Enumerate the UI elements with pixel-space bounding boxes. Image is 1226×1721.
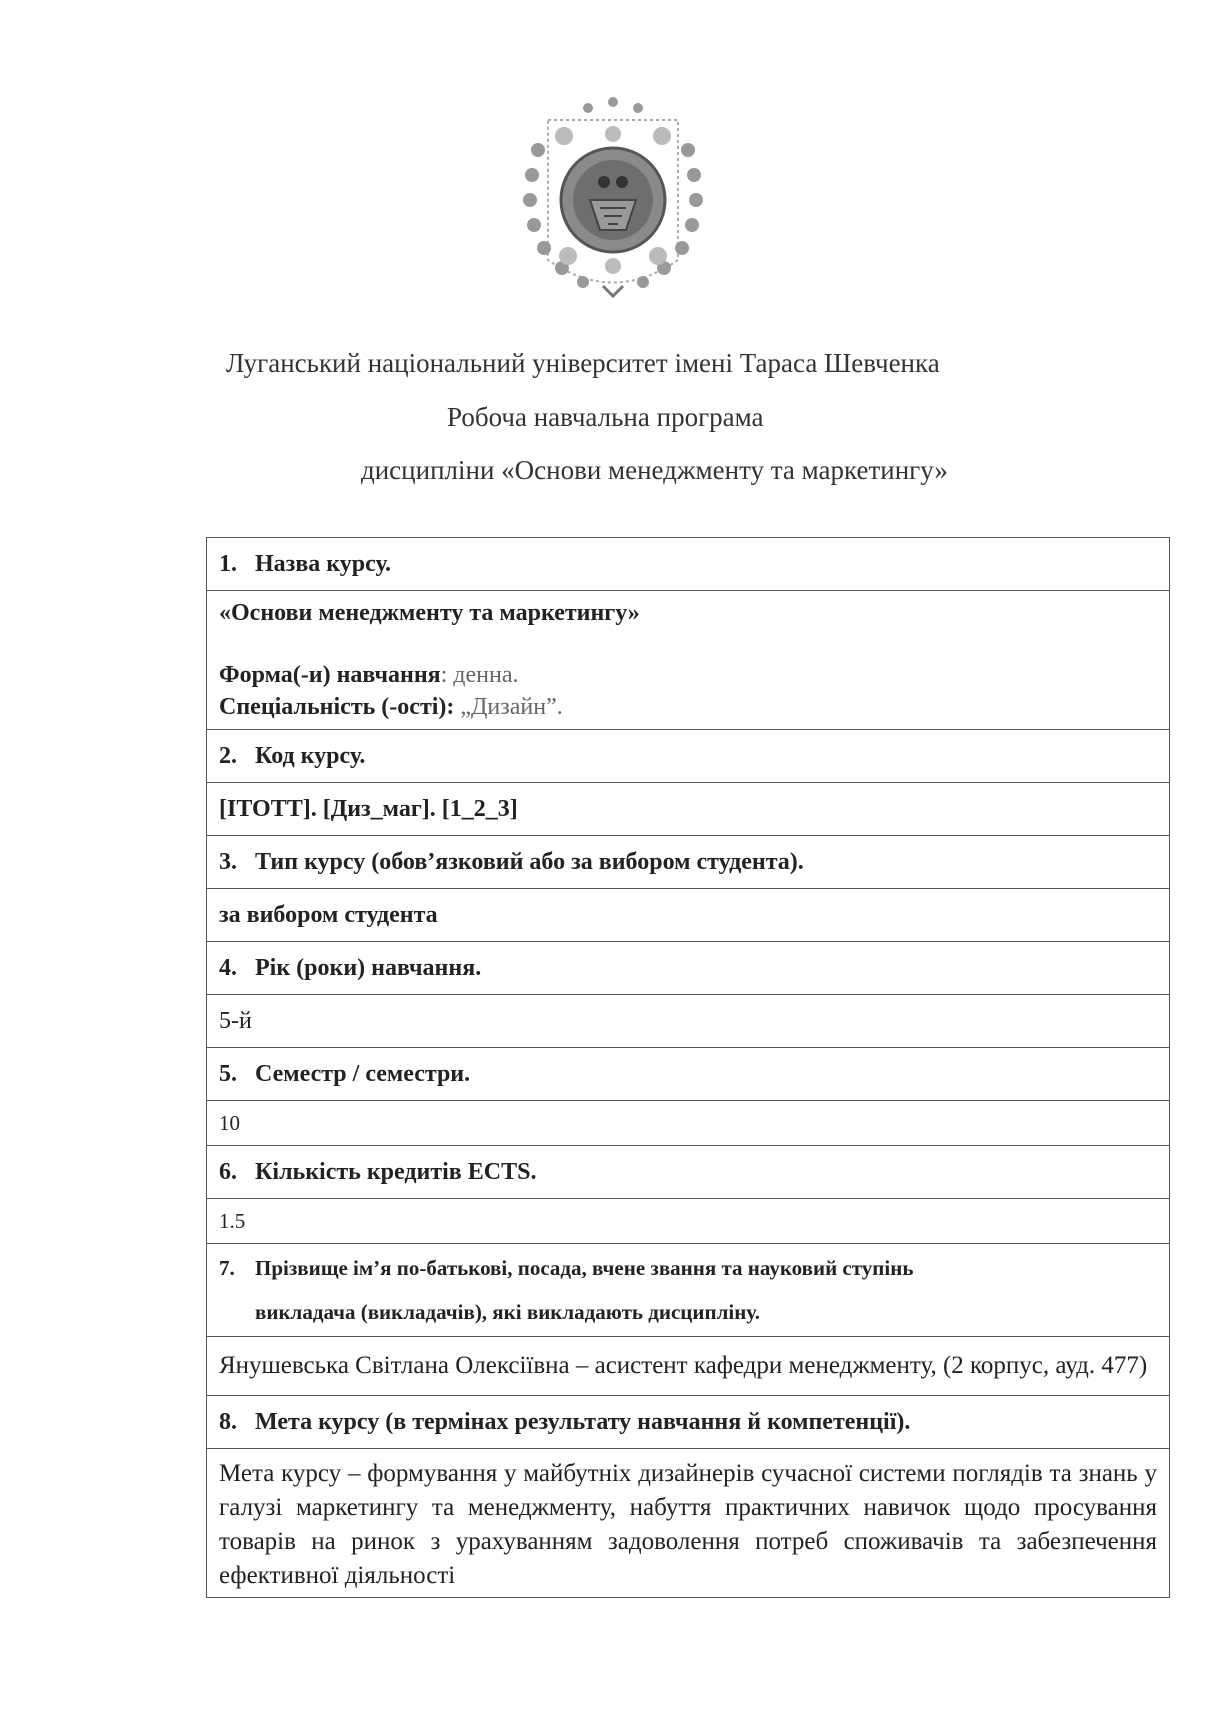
section-5-title: Семестр / семестри.: [255, 1060, 471, 1087]
study-year: 5-й: [207, 995, 1170, 1048]
section-7-header: 7. Прізвище ім’я по-батькові, посада, вчене звання та науковий ступінь викладача (викладачів), які викладають дисципліну.: [207, 1244, 1170, 1337]
section-1-header: 1. Назва курсу.: [207, 538, 1170, 591]
section-4-header: 4. Рік (роки) навчання.: [207, 942, 1170, 995]
section-6-value: [207, 1199, 1170, 1244]
form-value: : денна.: [440, 662, 519, 688]
section-3-title: Тип курсу (обов’язковий або за вибором студента).: [255, 848, 804, 875]
section-5-value: [207, 1101, 1170, 1146]
section-1-title: Назва курсу.: [255, 550, 392, 577]
teacher-info: Янушевська Світлана Олексіївна – асистент кафедри менеджменту, (2 корпус, ауд. 477): [207, 1337, 1170, 1396]
section-2-value: [207, 783, 1170, 836]
course-info-table: [206, 537, 1170, 1598]
section-7-value: [207, 1337, 1170, 1396]
form-label: Форма(-и) навчання: [219, 662, 441, 688]
section-4-title: Рік (роки) навчання.: [255, 954, 482, 981]
section-6-title: Кількість кредитів ECTS.: [255, 1158, 537, 1185]
semester: 10: [207, 1101, 1170, 1146]
emblem-seal-icon: [508, 90, 718, 300]
section-6-header: 6. Кількість кредитів ECTS.: [207, 1146, 1170, 1199]
course-name: «Основи менеджменту та маркетингу»: [219, 600, 640, 626]
course-type: за вибором студента: [207, 889, 1170, 942]
section-7-title-line1: Прізвище ім’я по-батькові, посада, вчене звання та науковий ступінь: [255, 1256, 914, 1280]
section-8-title: Мета курсу (в термінах результату навчання й компетенції).: [255, 1408, 911, 1435]
university-name: Луганський національний університет імені Тараса Шевченка: [226, 348, 940, 378]
section-1-value: [207, 591, 1170, 730]
ects-credits: 1.5: [207, 1199, 1170, 1244]
section-8-value: [207, 1449, 1170, 1598]
course-code: [ІТОТТ]. [Диз_маг]. [1_2_3]: [207, 783, 1170, 836]
section-8-header: 8. Мета курсу (в термінах результату навчання й компетенції).: [207, 1396, 1170, 1449]
discipline-title: дисципліни «Основи менеджменту та маркетингу»: [361, 455, 948, 485]
university-emblem: [508, 90, 718, 300]
section-7-title-line2: викладача (викладачів), які викладають дисципліну.: [255, 1300, 760, 1324]
section-5-header: 5. Семестр / семестри.: [207, 1048, 1170, 1101]
program-title: Робоча навчальна програма: [447, 402, 764, 432]
section-2-header: 2. Код курсу.: [207, 730, 1170, 783]
section-2-title: Код курсу.: [255, 742, 366, 769]
section-4-value: [207, 995, 1170, 1048]
course-goal: Мета курсу – формування у майбутніх дизайнерів сучасної системи поглядів та знань у галузі маркетингу та менеджменту, набуття практичних навичок щодо просування товарів на ринок з урахуванням задоволення потреб споживачів та забезпечення ефективної діяльності: [207, 1449, 1170, 1598]
section-3-header: 3. Тип курсу (обов’язковий або за вибором студента).: [207, 836, 1170, 889]
section-3-value: [207, 889, 1170, 942]
specialty-label: Спеціальність (-ості):: [219, 694, 455, 720]
specialty-value: „Дизайн”.: [454, 694, 563, 720]
